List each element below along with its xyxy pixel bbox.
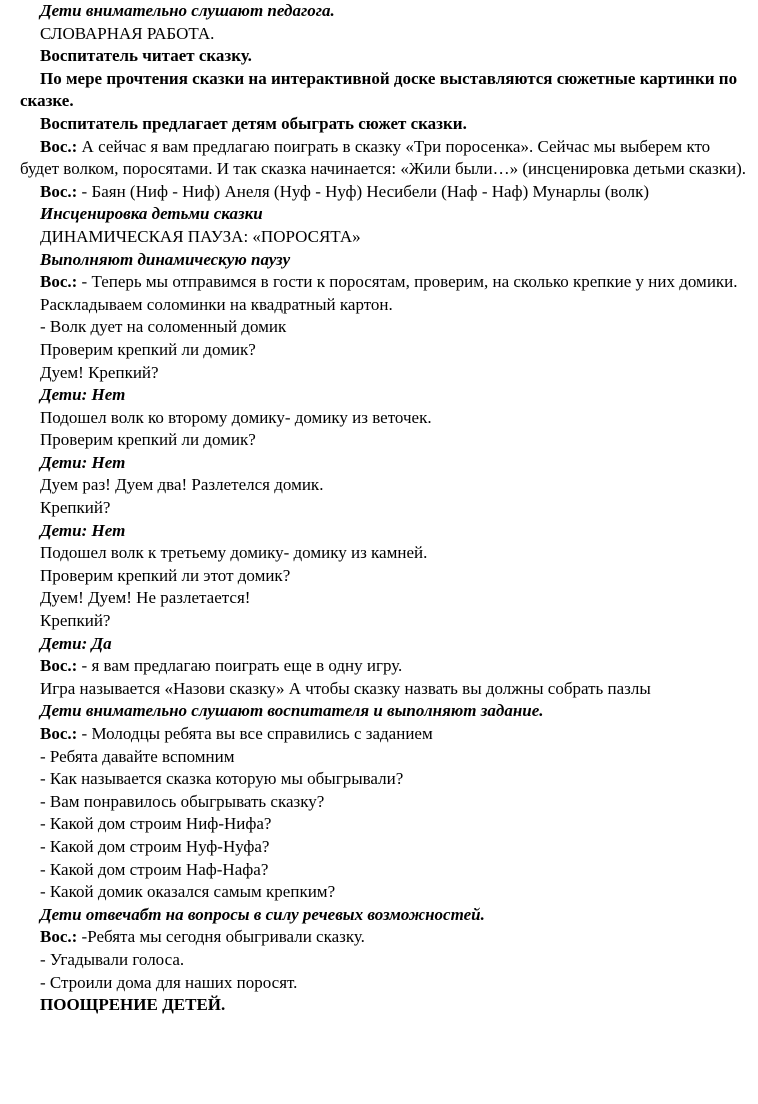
paragraph-text: -Ребята мы сегодня обыгривали сказку. (77, 927, 365, 947)
paragraph-text: - Волк дует на соломенный домик (40, 317, 287, 337)
paragraph (20, 813, 752, 836)
paragraph-text: - я вам предлагаю поиграть еще в одну игру. (77, 656, 403, 676)
paragraph (20, 226, 752, 249)
paragraph-text: Дуем! Дуем! Не разлетается! (40, 588, 251, 608)
paragraph-text: Подошел волк ко второму домику- домику из веточек. (40, 407, 432, 427)
paragraph (20, 203, 752, 226)
paragraph-text: - Вам понравилось обыгрывать сказку? (40, 791, 325, 811)
paragraph (20, 497, 752, 520)
paragraph (20, 678, 752, 701)
paragraph (20, 407, 752, 430)
paragraph-text: Проверим крепкий ли домик? (40, 339, 256, 359)
paragraph-text: Дети: Да (40, 633, 112, 653)
paragraph-text: Дети: Нет (40, 452, 126, 472)
paragraph-text: - Теперь мы отправимся в гости к поросятам, проверим, на сколько крепкие у них домики. (77, 272, 738, 292)
paragraph (20, 520, 752, 543)
paragraph (20, 723, 752, 746)
paragraph-text: Дети внимательно слушают воспитателя и выполняют задание. (40, 701, 544, 721)
paragraph-text: Игра называется «Назови сказку» А чтобы сказку назвать вы должны собрать пазлы (40, 678, 651, 698)
paragraph-text: - Какой дом строим Ниф-Нифа? (40, 814, 272, 834)
paragraph-text: Дуем раз! Дуем два! Разлетелся домик. (40, 475, 324, 495)
paragraph-text: Дети внимательно слушают педагога. (40, 1, 335, 20)
paragraph-text: - Какой дом строим Наф-Нафа? (40, 859, 269, 879)
paragraph-text: Крепкий? (40, 611, 111, 631)
paragraph-text: - Какой домик оказался самым крепким? (40, 882, 336, 902)
paragraph-text: - Строили дома для наших поросят. (40, 972, 298, 992)
paragraph (20, 362, 752, 385)
paragraph-text: - Как называется сказка которую мы обыгрывали? (40, 769, 404, 789)
paragraph-text: - Баян (Ниф - Ниф) Анеля (Нуф - Нуф) Несибели (Наф - Наф) Мунарлы (волк) (77, 181, 650, 201)
speaker-label: Вос.: (40, 724, 78, 743)
paragraph (20, 294, 752, 317)
paragraph-text: Дети: Нет (40, 385, 126, 405)
paragraph (20, 339, 752, 362)
paragraph-text: Дети отвечабт на вопросы в силу речевых возможностей. (40, 904, 485, 924)
speaker-label: Вос.: (40, 272, 78, 292)
paragraph (20, 249, 752, 272)
paragraph (20, 113, 752, 136)
paragraph (20, 994, 752, 1017)
paragraph-text: - Ребята давайте вспомним (40, 746, 235, 766)
speaker-label: Вос.: (40, 656, 78, 676)
paragraph (20, 452, 752, 475)
paragraph (20, 859, 752, 882)
paragraph-text: Дуем! Крепкий? (40, 362, 159, 382)
paragraph-text: - Молодцы ребята вы все справились с заданием (77, 724, 433, 743)
paragraph (20, 136, 752, 181)
speaker-label: Вос.: (40, 927, 78, 947)
speaker-label: Вос.: (40, 136, 78, 156)
paragraph (20, 836, 752, 859)
paragraph (20, 700, 752, 723)
paragraph (20, 791, 752, 814)
paragraph (20, 23, 752, 46)
paragraph-text: Воспитатель читает сказку. (40, 46, 252, 66)
paragraph (20, 904, 752, 927)
paragraph-text: Крепкий? (40, 498, 111, 518)
paragraph (20, 384, 752, 407)
paragraph (20, 474, 752, 497)
paragraph-text: А сейчас я вам предлагаю поиграть в сказку «Три поросенка». Сейчас мы выберем кто будет волком, поросятами. И так сказка начинается: «Жили были…» (инсценировка детьми сказки). (20, 136, 747, 179)
paragraph-text: ДИНАМИЧЕСКАЯ ПАУЗА: «ПОРОСЯТА» (40, 226, 361, 246)
paragraph (20, 0, 752, 23)
paragraph-text: По мере прочтения сказки на интерактивной доске выставляются сюжетные картинки по сказке. (20, 68, 738, 111)
paragraph-text: Дети: Нет (40, 520, 126, 540)
paragraph (20, 610, 752, 633)
paragraph (20, 181, 752, 204)
paragraph-text: - Угадывали голоса. (40, 949, 185, 969)
paragraph (20, 949, 752, 972)
paragraph (20, 881, 752, 904)
paragraph-text: Инсценировка детьми сказки (40, 204, 263, 224)
paragraph (20, 68, 752, 113)
paragraph (20, 587, 752, 610)
paragraph (20, 271, 752, 294)
paragraph-text: Раскладываем соломинки на квадратный картон. (40, 294, 393, 314)
paragraph (20, 746, 752, 769)
paragraph-text: - Какой дом строим Нуф-Нуфа? (40, 836, 270, 856)
paragraph (20, 429, 752, 452)
paragraph (20, 45, 752, 68)
paragraph-text: Подошел волк к третьему домику- домику из камней. (40, 543, 428, 563)
paragraph (20, 565, 752, 588)
paragraph (20, 768, 752, 791)
paragraph (20, 316, 752, 339)
paragraph-text: Проверим крепкий ли домик? (40, 430, 256, 450)
paragraph-text: Проверим крепкий ли этот домик? (40, 565, 291, 585)
paragraph (20, 972, 752, 995)
paragraph-text: ПООЩРЕНИЕ ДЕТЕЙ. (40, 995, 226, 1015)
paragraph-text: СЛОВАРНАЯ РАБОТА. (40, 23, 215, 43)
paragraph (20, 926, 752, 949)
paragraph (20, 542, 752, 565)
paragraph-text: Выполняют динамическую паузу (40, 249, 291, 269)
paragraph (20, 633, 752, 656)
speaker-label: Вос.: (40, 181, 78, 201)
paragraph (20, 655, 752, 678)
paragraph-text: Воспитатель предлагает детям обыграть сюжет сказки. (40, 113, 467, 133)
